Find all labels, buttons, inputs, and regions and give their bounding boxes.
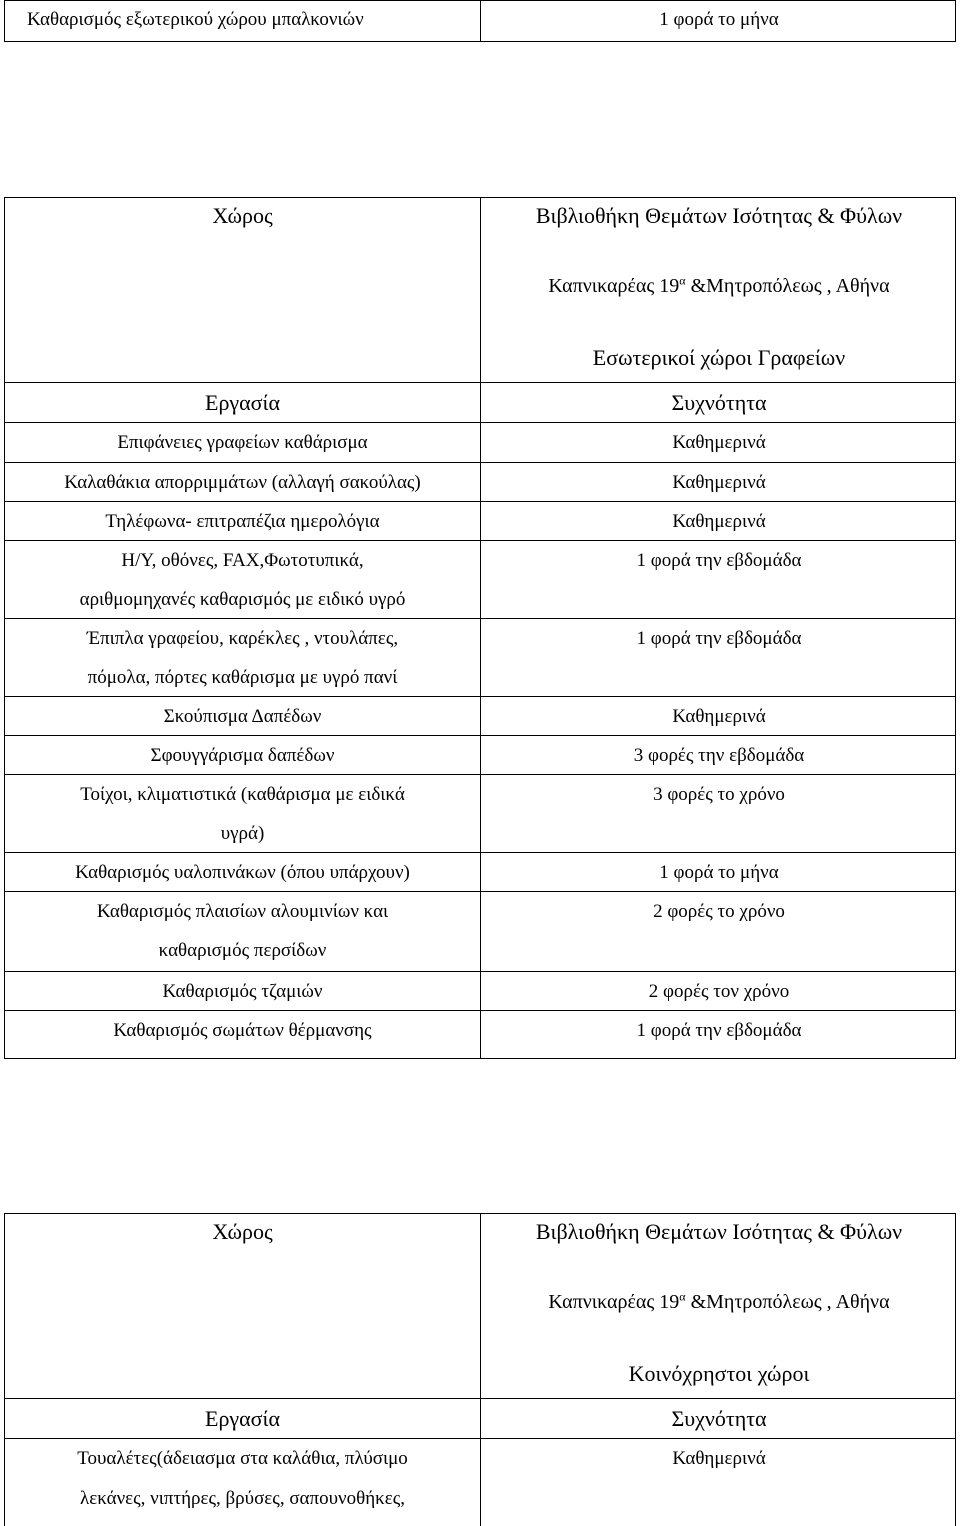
- table-row-frequency: Καθημερινά: [672, 472, 766, 493]
- table-row-task: Καθαρισμός σωμάτων θέρμανσης: [113, 1020, 372, 1041]
- table-row-frequency: 3 φορές την εβδομάδα: [633, 745, 805, 766]
- top-row-task: Καθαρισμός εξωτερικού χώρου μπαλκονιών: [27, 9, 364, 30]
- place-label: Χώρος: [212, 1219, 273, 1244]
- row-divider: [5, 501, 955, 502]
- frequency-column-header: Συχνότητα: [671, 1406, 767, 1431]
- table-row-task: Τουαλέτες(άδειασμα στα καλάθια, πλύσιμο: [77, 1448, 408, 1469]
- row-divider: [5, 1438, 955, 1439]
- task-column-header: Εργασία: [205, 390, 280, 415]
- row-divider: [5, 618, 955, 619]
- table-row-frequency: Καθημερινά: [672, 1448, 766, 1469]
- table-row-frequency: 1 φορά το μήνα: [659, 862, 779, 883]
- row-divider: [5, 696, 955, 697]
- office-section-table: [4, 197, 956, 1059]
- area-title: Κοινόχρηστοι χώροι: [628, 1361, 810, 1386]
- header-divider: [5, 382, 955, 383]
- address-rest: &Μητροπόλεως , Αθήνα: [685, 1291, 890, 1313]
- address-street: Καπνικαρέας 19: [548, 1291, 680, 1313]
- place-address: [481, 274, 957, 298]
- row-divider: [5, 971, 955, 972]
- row-divider: [5, 540, 955, 541]
- row-divider: [5, 1010, 955, 1011]
- table-row-task: Η/Υ, οθόνες, FAX,Φωτοτυπικά,: [121, 550, 364, 571]
- place-name: Βιβλιοθήκη Θεμάτων Ισότητας & Φύλων: [535, 1219, 903, 1244]
- table-row-task-cont: υγρά): [220, 823, 265, 844]
- table-row-task-cont: καθαρισμός περσίδων: [158, 940, 327, 961]
- table-row-task: Τηλέφωνα- επιτραπέζια ημερολόγια: [105, 511, 380, 532]
- table-row-frequency: 1 φορά την εβδομάδα: [636, 628, 802, 649]
- area-title: Εσωτερικοί χώροι Γραφείων: [592, 345, 846, 370]
- place-address: [481, 1290, 957, 1314]
- place-label: Χώρος: [212, 203, 273, 228]
- table-row-frequency: 1 φορά την εβδομάδα: [636, 550, 802, 571]
- frequency-column-header: Συχνότητα: [671, 390, 767, 415]
- table-row-frequency: 1 φορά την εβδομάδα: [636, 1020, 802, 1041]
- address-superscript: α: [679, 1289, 686, 1304]
- table-row-task: Καθαρισμός υαλοπινάκων (όπου υπάρχουν): [75, 862, 410, 883]
- table-row-frequency: Καθημερινά: [672, 706, 766, 727]
- table-row-frequency: 2 φορές το χρόνο: [653, 901, 785, 922]
- table-row-task-cont: πόμολα, πόρτες καθάρισμα με υγρό πανί: [87, 667, 398, 688]
- top-row-frequency: 1 φορά το μήνα: [659, 9, 779, 30]
- task-column-header: Εργασία: [205, 1406, 280, 1431]
- table-row-task: Έπιπλα γραφείου, καρέκλες , ντουλάπες,: [86, 628, 399, 649]
- row-divider: [5, 852, 955, 853]
- place-name: Βιβλιοθήκη Θεμάτων Ισότητας & Φύλων: [535, 203, 903, 228]
- row-divider: [5, 735, 955, 736]
- table-row-task: Επιφάνειες γραφείων καθάρισμα: [117, 432, 368, 453]
- table-row-task: Σφουγγάρισμα δαπέδων: [150, 745, 335, 766]
- top-row-table: [4, 0, 956, 42]
- table-row-frequency: Καθημερινά: [672, 511, 766, 532]
- row-divider: [5, 462, 955, 463]
- header-divider: [5, 1398, 955, 1399]
- address-street: Καπνικαρέας 19: [548, 275, 680, 297]
- address-superscript: α: [679, 273, 686, 288]
- table-row-task-cont: αριθμομηχανές καθαρισμός με ειδικό υγρό: [79, 589, 406, 610]
- table-row-task: Καθαρισμός πλαισίων αλουμινίων και: [96, 901, 389, 922]
- table-row-task: Σκούπισμα Δαπέδων: [163, 706, 322, 727]
- common-section-table: [4, 1213, 956, 1526]
- row-divider: [5, 422, 955, 423]
- row-divider: [5, 774, 955, 775]
- table-row-task: Τοίχοι, κλιματιστικά (καθάρισμα με ειδικά: [80, 784, 405, 805]
- table-row-task: Καλαθάκια απορριμμάτων (αλλαγή σακούλας): [64, 472, 421, 493]
- table-row-frequency: 2 φορές τον χρόνο: [648, 981, 790, 1002]
- table-row-frequency: 3 φορές το χρόνο: [653, 784, 785, 805]
- table-row-task-cont: λεκάνες, νιπτήρες, βρύσες, σαπουνοθήκες,: [80, 1488, 405, 1509]
- address-rest: &Μητροπόλεως , Αθήνα: [685, 275, 890, 297]
- table-row-frequency: Καθημερινά: [672, 432, 766, 453]
- row-divider: [5, 891, 955, 892]
- table-row-task: Καθαρισμός τζαμιών: [162, 981, 323, 1002]
